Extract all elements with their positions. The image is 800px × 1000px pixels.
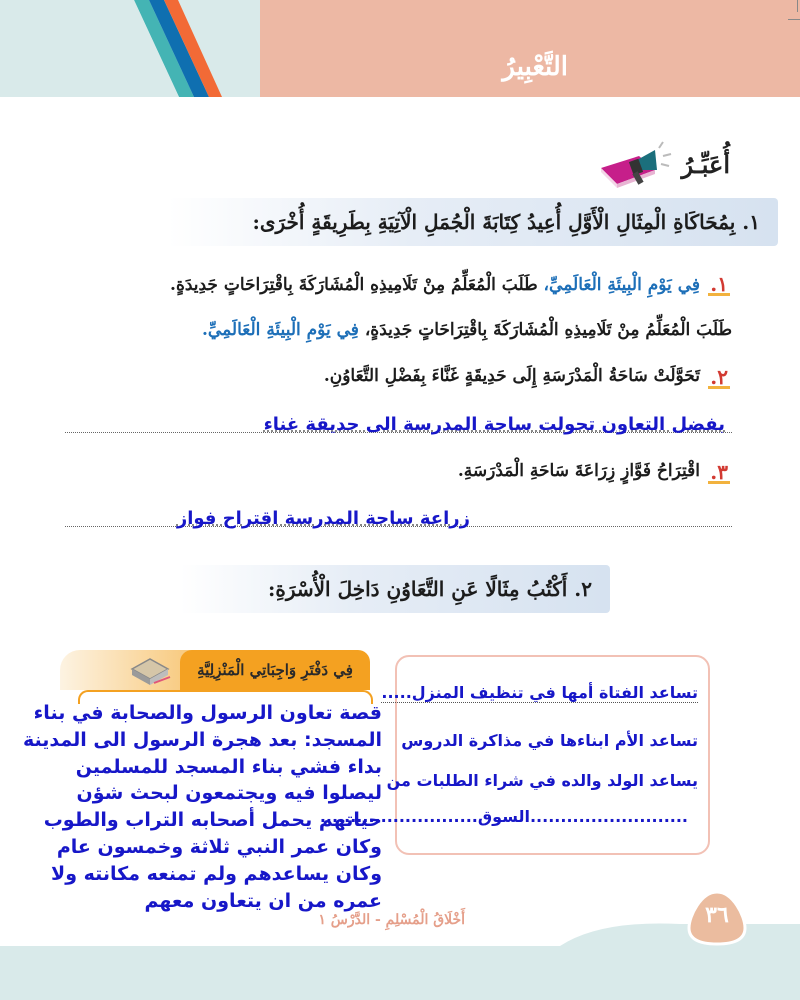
page-number: ٣٦: [705, 902, 729, 928]
homework-tab: [180, 650, 370, 690]
book-megaphone-icon: [593, 140, 673, 188]
highlighted-phrase: فِي يَوْمِ الْبِيئَةِ الْعَالَمِيِّ.: [202, 320, 359, 340]
instruction-bar-2: [180, 565, 610, 613]
sentence-text: طَلَبَ الْمُعَلِّمُ مِنْ تَلَامِيذِهِ الْمُشَارَكَةَ بِاقْتِرَاحَاتٍ جَدِيدَةٍ،: [358, 320, 732, 340]
example-line[interactable]: ..........................السوق..........................: [319, 807, 688, 826]
example-line[interactable]: تساعد الأم ابناءها في مذاكرة الدروس: [401, 731, 698, 750]
exercise-sentence: اقْتِرَاحُ فَوَّازٍ زِرَاعَةَ سَاحَةِ الْمَدْرَسَةِ.: [457, 461, 700, 481]
exercise-number: ٣.: [710, 460, 728, 484]
exercise-sentence: تَحَوَّلَتْ سَاحَةُ الْمَدْرَسَةِ إِلَى حَدِيقَةٍ غَنَّاءَ بِفَضْلِ التَّعَاوُنِ.: [323, 366, 700, 386]
header-banner: [0, 0, 800, 97]
lesson-label: أَخْلَاقُ الْمُسْلِمِ - الدَّرْسُ ١: [318, 912, 465, 928]
instruction-text: ٢. أَكْتُبُ مِثَالًا عَنِ التَّعَاوُنِ دَاخِلَ الْأُسْرَةِ:: [267, 577, 592, 601]
answer-text[interactable]: بفضل التعاون تحولت ساحة المدرسة الى حديقة غناء: [263, 414, 725, 435]
section-heading: [593, 140, 730, 188]
section-heading-label: أُعَبِّـرُ: [681, 149, 730, 179]
crop-mark: [788, 19, 800, 20]
footer-bar: [0, 946, 800, 1000]
example-rewritten-sentence: [202, 320, 732, 340]
notebook-pencil-icon: [128, 655, 172, 687]
page-title: التَّعْبِيرُ: [502, 52, 568, 82]
highlighted-phrase: فِي يَوْمِ الْبِيئَةِ الْعَالَمِيِّ،: [543, 275, 700, 295]
exercise-sentence: [170, 275, 700, 295]
example-line[interactable]: تساعد الفتاة أمها في تنظيف المنزل.....: [381, 683, 698, 702]
sentence-text: طَلَبَ الْمُعَلِّمُ مِنْ تَلَامِيذِهِ الْمُشَارَكَةَ بِاقْتِرَاحَاتٍ جَدِيدَةٍ.: [170, 275, 544, 295]
instruction-text: ١. بِمُحَاكَاةِ الْمِثَالِ الْأَوَّلِ أُعِيدُ كِتَابَةَ الْجُمَلِ الْآتِيَةِ بِطَرِيقَةٍ أُخْرَى:: [252, 210, 760, 234]
answer-text[interactable]: زراعة ساحة المدرسة اقتراح فواز: [176, 508, 470, 529]
homework-answer-text[interactable]: قصة تعاون الرسول والصحابة في بناء المسجد: بعد هجرة الرسول الى المدينة بداء فشي بناء المسجد للمسلمين ليصلوا فيه ويجتمعون لبحث شؤن حياتهم يحمل أصحابه التراب والطوب وكان عمر النبي ثلاثة وخمسون عام وكان يساعدهم ولم تمنعه مكانته ولا عمره من ان يتعاون معهم: [23, 702, 382, 912]
family-example-box: [319, 655, 710, 855]
example-line[interactable]: يساعد الولد والده في شراء الطلبات من: [386, 771, 698, 790]
header-stripes: [0, 0, 800, 97]
homework-tab-label: فِي دَفْتَرِ وَاجِبَاتِي الْمَنْزِلِيَّةِ: [197, 661, 353, 679]
instruction-bar-1: [168, 198, 778, 246]
exercise-number: ٢.: [710, 365, 728, 389]
exercise-number: ١.: [710, 272, 728, 296]
crop-mark: [797, 0, 798, 12]
